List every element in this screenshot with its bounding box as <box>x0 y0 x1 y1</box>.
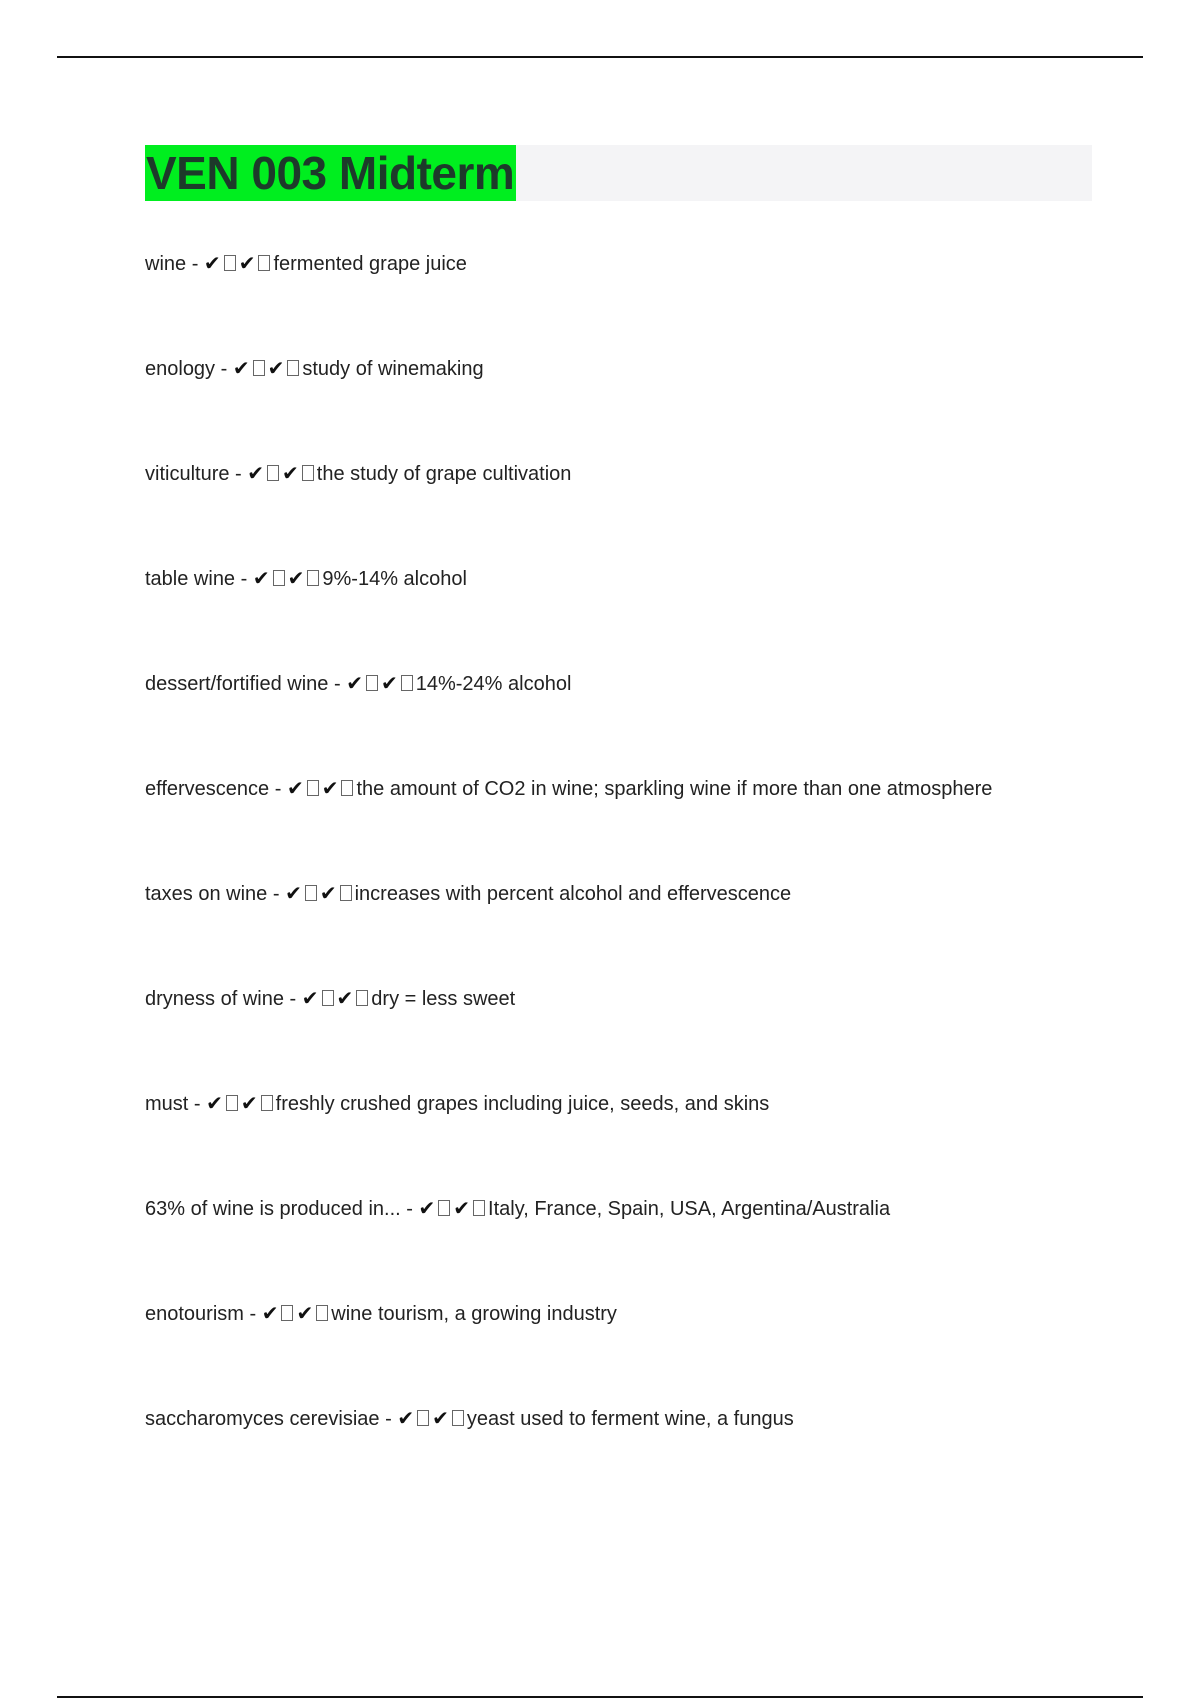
checkmark-icon: ✔ <box>238 251 256 275</box>
checkmark-icon: ✔ <box>267 356 285 380</box>
checkmark-icon: ✔ <box>287 566 305 590</box>
missing-glyph-box-icon <box>261 1095 273 1111</box>
missing-glyph-box-icon <box>417 1410 429 1426</box>
checkmark-icon: ✔ <box>418 1196 436 1220</box>
missing-glyph-box-icon <box>452 1410 464 1426</box>
term-text: 63% of wine is produced in... <box>145 1198 401 1220</box>
flashcard-item <box>145 878 1145 983</box>
missing-glyph-box-icon <box>273 570 285 586</box>
checkmark-icon: ✔ <box>232 356 250 380</box>
term-separator: - <box>283 988 302 1010</box>
term-separator: - <box>267 883 286 905</box>
flashcard-item <box>145 1403 1145 1508</box>
term-text: viticulture <box>145 463 230 485</box>
top-rule <box>57 56 1143 58</box>
definition-text: study of winemaking <box>302 358 484 380</box>
checkmark-icon: ✔ <box>206 1091 223 1115</box>
missing-glyph-box-icon <box>258 255 270 271</box>
term-separator: - <box>188 1093 207 1115</box>
flashcard-item <box>145 248 1145 353</box>
term-text: dessert/fortified wine <box>145 673 329 695</box>
missing-glyph-box-icon <box>341 780 353 796</box>
missing-glyph-box-icon <box>307 780 319 796</box>
term-separator: - <box>400 1198 419 1220</box>
missing-glyph-box-icon <box>307 570 319 586</box>
term-text: enology <box>145 358 216 380</box>
missing-glyph-box-icon <box>226 1095 238 1111</box>
flashcard-item <box>145 353 1145 458</box>
definition-text: fermented grape juice <box>273 253 467 275</box>
checkmark-icon: ✔ <box>346 671 363 695</box>
bottom-rule <box>57 1696 1143 1698</box>
checkmark-icon: ✔ <box>240 1091 258 1115</box>
checkmark-icon: ✔ <box>301 986 319 1010</box>
checkmark-icon: ✔ <box>261 1301 279 1325</box>
missing-glyph-box-icon <box>322 990 334 1006</box>
term-text: saccharomyces cerevisiae <box>145 1408 380 1430</box>
missing-glyph-box-icon <box>267 465 279 481</box>
definition-text: increases with percent alcohol and effervescence <box>354 883 792 905</box>
checkmark-icon: ✔ <box>296 1301 314 1325</box>
term-separator: - <box>215 358 233 380</box>
flashcard-item <box>145 458 1145 563</box>
term-text: dryness of wine <box>145 988 284 1010</box>
missing-glyph-box-icon <box>356 990 368 1006</box>
definition-text: yeast used to ferment wine, a fungus <box>466 1408 794 1430</box>
checkmark-icon: ✔ <box>432 1406 449 1430</box>
checkmark-icon: ✔ <box>397 1406 415 1430</box>
definition-text: the study of grape cultivation <box>316 463 572 485</box>
checkmark-icon: ✔ <box>453 1196 471 1220</box>
checkmark-icon: ✔ <box>285 881 302 905</box>
checkmark-icon: ✔ <box>252 566 270 590</box>
flashcard-item <box>145 563 1145 668</box>
missing-glyph-box-icon <box>281 1305 293 1321</box>
checkmark-icon: ✔ <box>286 776 304 800</box>
missing-glyph-box-icon <box>224 255 236 271</box>
term-text: table wine <box>145 568 236 590</box>
document-title: VEN 003 Midterm <box>146 147 515 199</box>
checkmark-icon: ✔ <box>336 986 354 1010</box>
definition-text: the amount of CO2 in wine; sparkling wine if more than one atmosphere <box>356 778 993 800</box>
missing-glyph-box-icon <box>366 675 378 691</box>
checkmark-icon: ✔ <box>319 881 337 905</box>
definition-text: freshly crushed grapes including juice, seeds, and skins <box>275 1093 770 1115</box>
term-separator: - <box>229 463 248 485</box>
flashcard-list <box>145 248 1145 1508</box>
definition-text: 14%-24% alcohol <box>415 673 572 695</box>
flashcard-item <box>145 1193 1145 1298</box>
flashcard-item <box>145 668 1145 773</box>
checkmark-icon: ✔ <box>203 251 221 275</box>
checkmark-icon: ✔ <box>380 671 398 695</box>
term-text: taxes on wine <box>145 883 268 905</box>
missing-glyph-box-icon <box>401 675 413 691</box>
definition-text: 9%-14% alcohol <box>322 568 467 590</box>
term-separator: - <box>269 778 287 800</box>
checkmark-icon: ✔ <box>321 776 339 800</box>
term-separator: - <box>243 1303 262 1325</box>
definition-text: Italy, France, Spain, USA, Argentina/Australia <box>488 1198 891 1220</box>
missing-glyph-box-icon <box>473 1200 485 1216</box>
missing-glyph-box-icon <box>340 885 352 901</box>
checkmark-icon: ✔ <box>282 461 299 485</box>
flashcard-item <box>145 1088 1145 1193</box>
checkmark-icon: ✔ <box>247 461 265 485</box>
missing-glyph-box-icon <box>305 885 317 901</box>
flashcard-item <box>145 983 1145 1088</box>
definition-text: dry = less sweet <box>371 988 516 1010</box>
missing-glyph-box-icon <box>287 360 299 376</box>
flashcard-item <box>145 773 1145 878</box>
missing-glyph-box-icon <box>316 1305 328 1321</box>
flashcard-item <box>145 1298 1145 1403</box>
missing-glyph-box-icon <box>438 1200 450 1216</box>
definition-text: wine tourism, a growing industry <box>331 1303 617 1325</box>
term-text: effervescence <box>145 778 270 800</box>
term-text: enotourism <box>145 1303 244 1325</box>
term-separator: - <box>328 673 347 695</box>
term-separator: - <box>379 1408 398 1430</box>
term-text: must <box>145 1093 189 1115</box>
term-separator: - <box>235 568 253 590</box>
missing-glyph-box-icon <box>302 465 314 481</box>
term-separator: - <box>186 253 204 275</box>
term-text: wine <box>145 253 187 275</box>
missing-glyph-box-icon <box>253 360 265 376</box>
